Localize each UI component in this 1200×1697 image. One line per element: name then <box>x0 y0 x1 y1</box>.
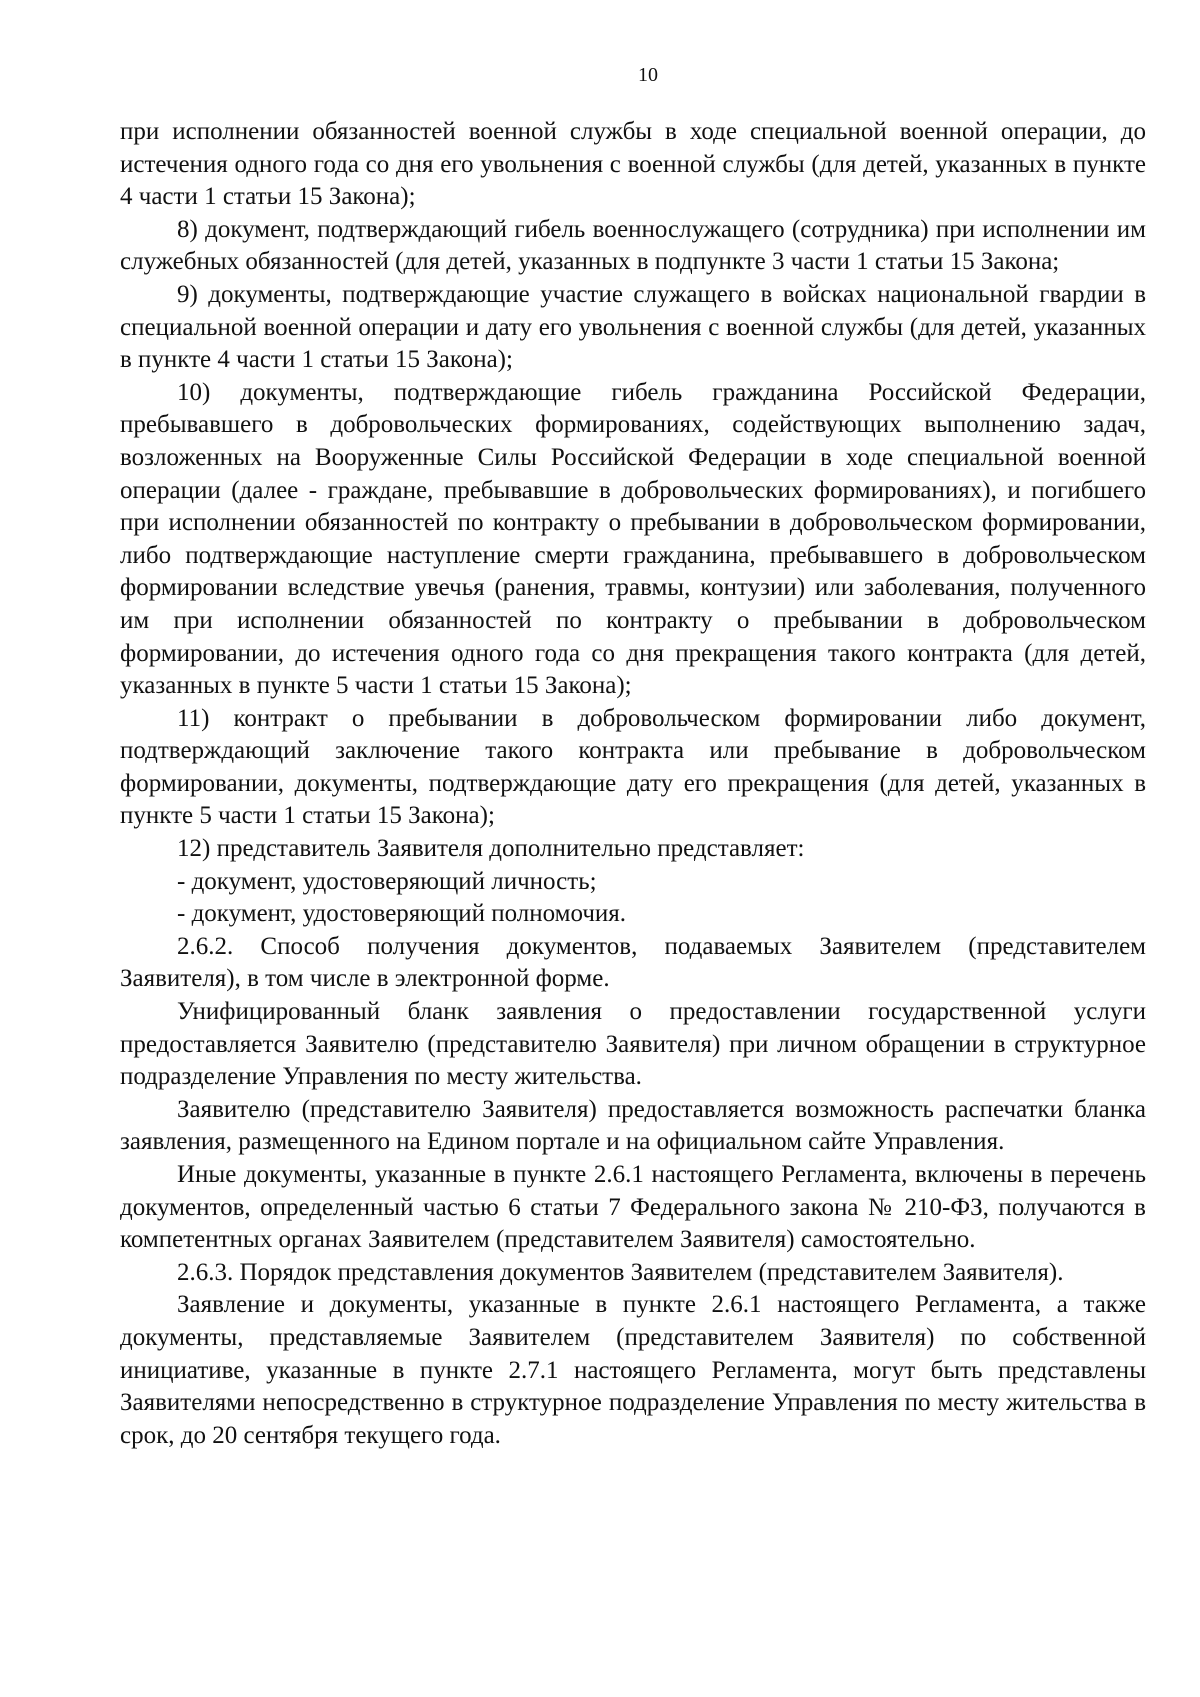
list-item-8: 8) документ, подтверждающий гибель военнослужащего (сотрудника) при исполнении им служебных обязанностей (для детей, указанных в подпункте 3 части 1 статьи 15 Закона; <box>120 215 1146 276</box>
paragraph-submission: Заявление и документы, указанные в пункте 2.6.1 настоящего Регламента, а также документы, представляемые Заявителем (представителем Заявителя) по собственной инициативе, указанные в пункте 2.7.1 настоящего Регламента, могут быть представлены Заявителями непосредственно в структурное подразделение Управления по месту жительства в срок, до 20 сентября текущего года. <box>120 1291 1146 1449</box>
paragraph-continuation: при исполнении обязанностей военной службы в ходе специальной военной операции, до истечения одного года со дня его увольнения с военной службы (для детей, указанных в пункте 4 части 1 статьи 15 Закона); <box>120 118 1146 211</box>
paragraph-other-documents: Иные документы, указанные в пункте 2.6.1 настоящего Регламента, включены в перечень документов, определенный частью 6 статьи 7 Федерального закона № 210-ФЗ, получаются в компетентных органах Заявителем (представителем Заявителя) самостоятельно. <box>120 1161 1146 1254</box>
list-item-9: 9) документы, подтверждающие участие служащего в войсках национальной гвардии в специальной военной операции и дату его увольнения с военной службы (для детей, указанных в пункте 4 части 1 статьи 15 Закона); <box>120 280 1146 374</box>
paragraph-print-form: Заявителю (представителю Заявителя) предоставляется возможность распечатки бланка заявления, размещенного на Едином портале и на официальном сайте Управления. <box>120 1095 1146 1156</box>
section-heading-2-6-2: 2.6.2. Способ получения документов, подаваемых Заявителем (представителем Заявителя), в том числе в электронной форме. <box>120 932 1146 993</box>
list-item-11: 11) контракт о пребывании в добровольческом формировании либо документ, подтверждающий заключение такого контракта или пребывание в добровольческом формировании, документы, подтверждающие дату его прекращения (для детей, указанных в пункте 5 части 1 статьи 15 Закона); <box>120 704 1146 830</box>
list-item-12: 12) представитель Заявителя дополнительно представляет: <box>177 835 805 863</box>
sub-item-authority-document: - документ, удостоверяющий полномочия. <box>177 900 627 928</box>
paragraph-unified-form: Унифицированный бланк заявления о предоставлении государственной услуги предоставляется Заявителю (представителю Заявителя) при личном обращении в структурное подразделение Управления по месту жительства. <box>120 998 1146 1091</box>
section-heading-2-6-3: 2.6.3. Порядок представления документов Заявителем (представителем Заявителя). <box>177 1258 1064 1286</box>
page-number: 10 <box>638 64 658 86</box>
sub-item-identity-document: - документ, удостоверяющий личность; <box>177 867 597 895</box>
list-item-10: 10) документы, подтверждающие гибель гражданина Российской Федерации, пребывавшего в добровольческих формированиях, содействующих выполнению задач, возложенных на Вооруженные Силы Российской Федерации в ходе специальной военной операции (далее - граждане, пребывавшие в добровольческих формированиях), и погибшего при исполнении обязанностей по контракту о пребывании в добровольческом формировании, либо подтверждающие наступление смерти гражданина, пребывавшего в добровольческом формировании вследствие увечья (ранения, травмы, контузии) или заболевания, полученного им при исполнении обязанностей по контракту о пребывании в добровольческом формировании, до истечения одного года со дня прекращения такого контракта (для детей, указанных в пункте 5 части 1 статьи 15 Закона); <box>120 378 1146 700</box>
